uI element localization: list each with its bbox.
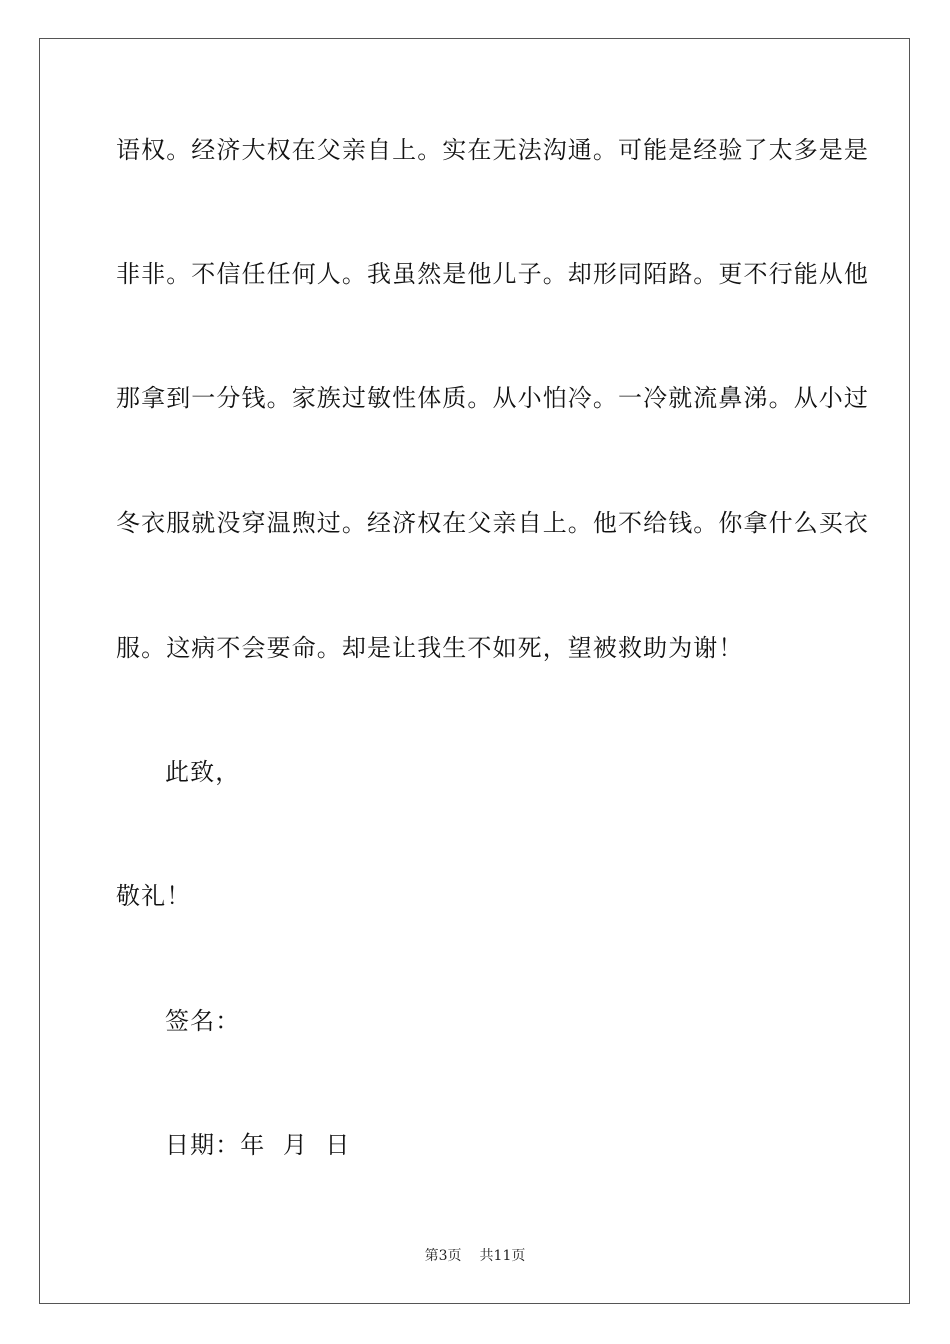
signature-label: 签名： [165,1007,241,1035]
page-border [39,38,910,1304]
page-total: 共11页 [479,1248,526,1264]
date-label: 日期：年 月 日 [165,1131,351,1159]
body-line-3: 那拿到一分钱。家族过敏性体质。从小怕冷。一冷就流鼻涕。从小过 [116,384,869,412]
body-line-1: 语权。经济大权在父亲自上。实在无法沟通。可能是经验了太多是是 [116,136,869,164]
page-current: 第3页 [424,1248,462,1264]
page-footer [0,1247,950,1265]
body-line-5: 服。这病不会要命。却是让我生不如死，望被救助为谢！ [116,634,744,662]
salutation: 敬礼！ [116,882,192,910]
body-line-2: 非非。不信任任何人。我虽然是他儿子。却形同陌路。更不行能从他 [116,260,869,288]
closing-line: 此致， [165,758,241,786]
body-line-4: 冬衣服就没穿温煦过。经济权在父亲自上。他不给钱。你拿什么买衣 [116,509,869,537]
